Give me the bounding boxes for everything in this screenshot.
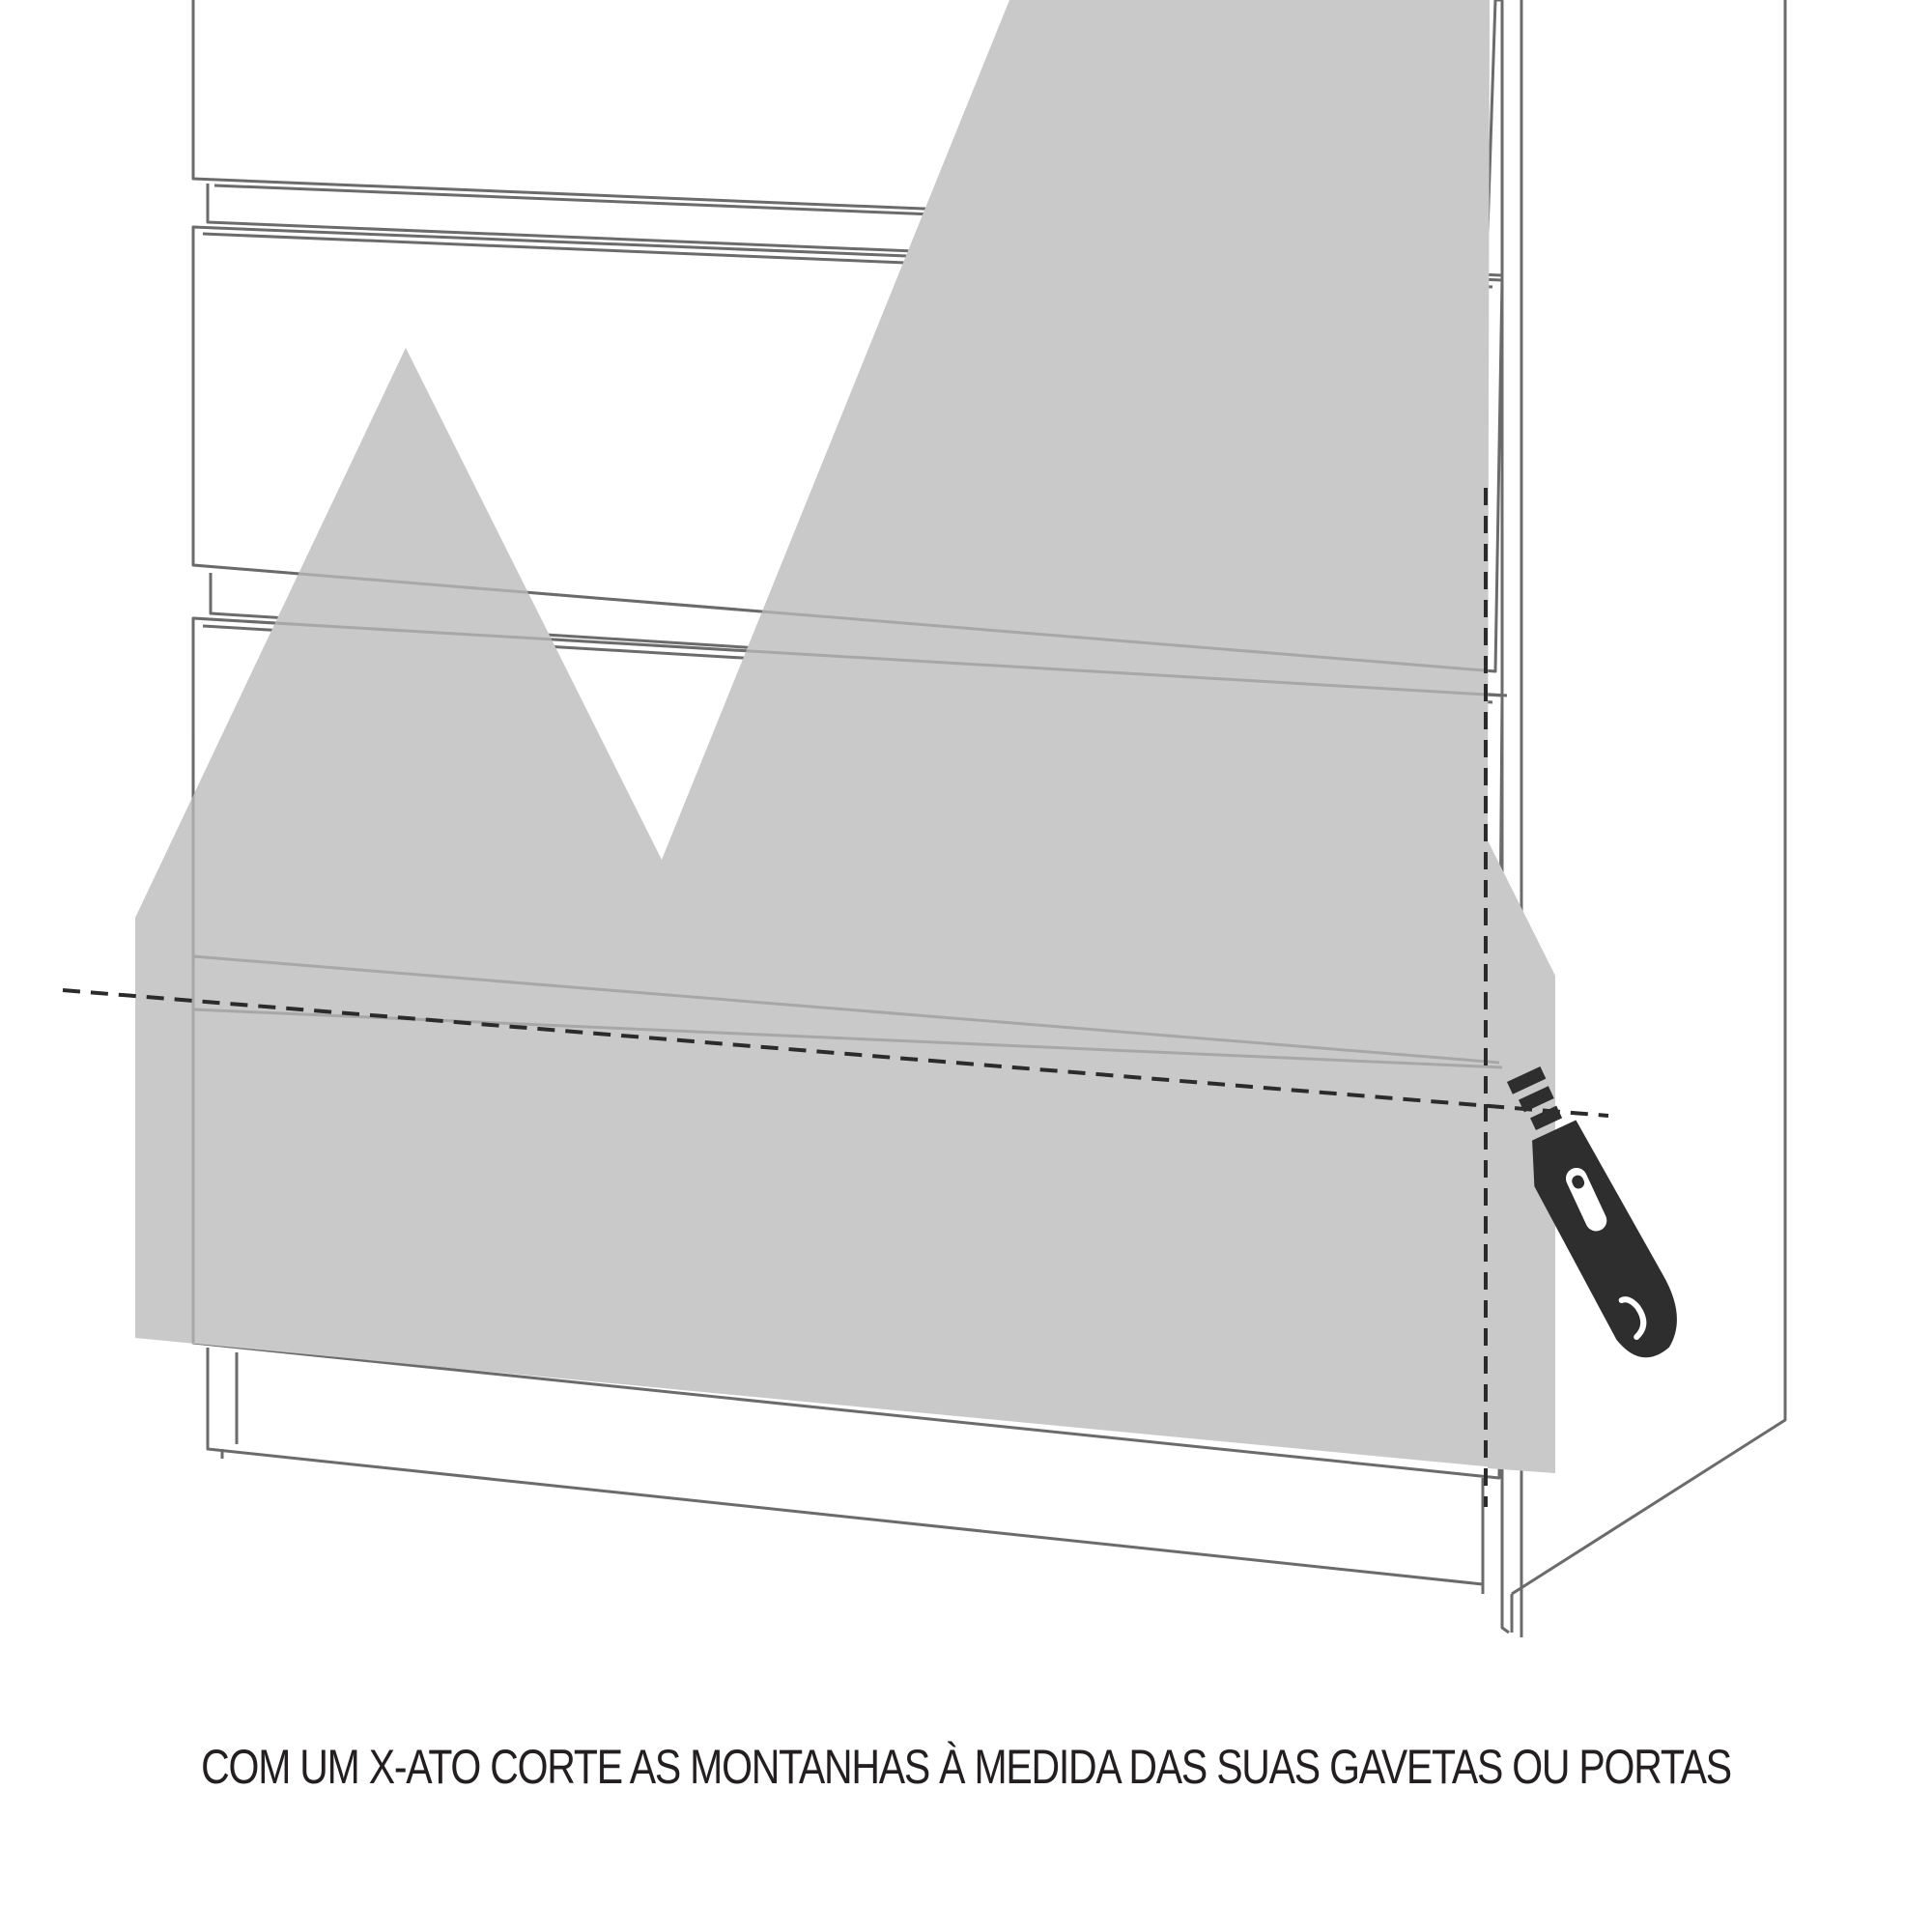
instruction-caption: COM UM X-ATO CORTE AS MONTANHAS À MEDIDA DAS SUAS GAVETAS OU PORTAS [201,1740,1731,1794]
mountains-sticker [135,0,1555,1473]
